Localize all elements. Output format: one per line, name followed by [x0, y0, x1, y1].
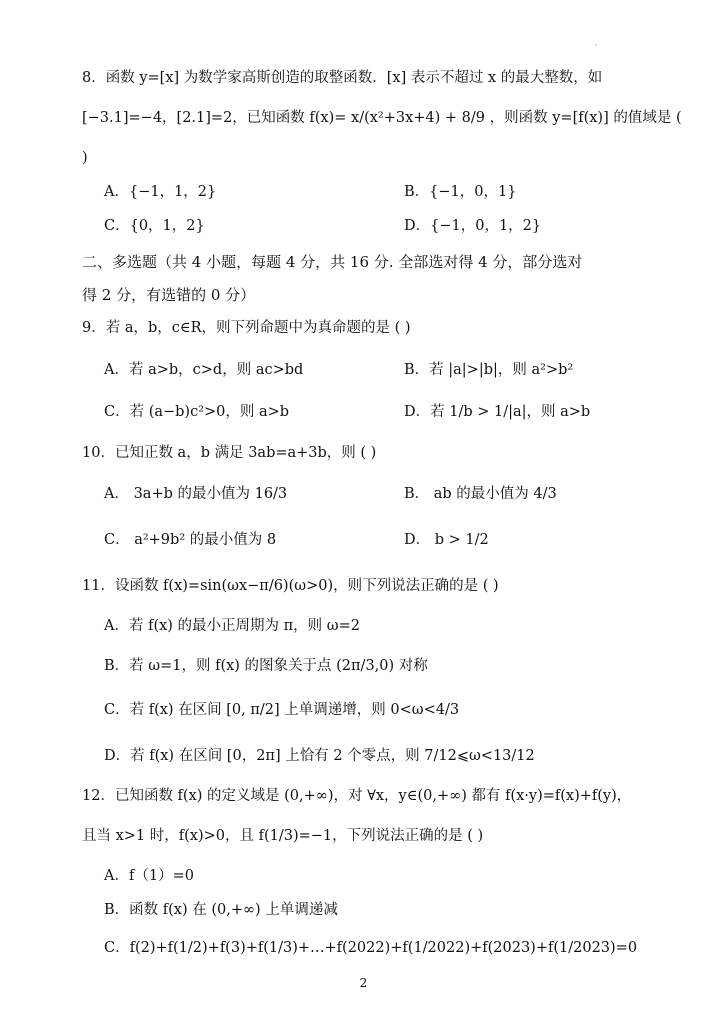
q12-stem-line2: 且当 x>1 时，f(x)>0，且 f(1/3)=−1，下列说法正确的是 ( ) — [82, 828, 484, 844]
q9-option-b: B．若 |a|>|b|，则 a²>b² — [404, 362, 574, 378]
q11-option-a: A．若 f(x) 的最小正周期为 π，则 ω=2 — [104, 618, 360, 634]
q10-option-c: C． a²+9b² 的最小值为 8 — [104, 532, 277, 548]
q11-stem: 11．设函数 f(x)=sin(ωx−π/6)(ω>0)，则下列说法正确的是 ( ) — [82, 578, 499, 594]
q10-stem: 10．已知正数 a，b 满足 3ab=a+3b，则 ( ) — [82, 445, 377, 461]
q11-option-c: C．若 f(x) 在区间 [0, π/2] 上单调递增，则 0<ω<4/3 — [104, 702, 460, 718]
q9-stem: 9．若 a，b，c∈R，则下列命题中为真命题的是 ( ) — [82, 320, 411, 336]
q11-option-d: D．若 f(x) 在区间 [0，2π] 上恰有 2 个零点，则 7/12⩽ω<13/12 — [104, 748, 535, 764]
q12-option-c: C．f(2)+f(1/2)+f(3)+f(1/3)+…+f(2022)+f(1/2022)+f(2023)+f(1/2023)=0 — [104, 940, 638, 956]
q10-option-b: B． ab 的最小值为 4/3 — [404, 486, 557, 502]
q12-stem-line1: 12．已知函数 f(x) 的定义域是 (0,+∞)，对 ∀x，y∈(0,+∞) 都有 f(x·y)=f(x)+f(y)， — [82, 788, 632, 804]
q8-stem-line1: 8．函数 y=[x] 为数学家高斯创造的取整函数．[x] 表示不超过 x 的最大整数，如 — [82, 70, 603, 86]
page-number: 2 — [359, 976, 368, 990]
q12-option-a: A．f（1）=0 — [104, 868, 194, 884]
q8-option-d: D．{−1，0，1，2} — [404, 218, 542, 234]
q11-option-b: B．若 ω=1，则 f(x) 的图象关于点 (2π/3,0) 对称 — [104, 658, 428, 674]
q9-option-c: C．若 (a−b)c²>0，则 a>b — [104, 404, 290, 420]
section-heading-line2: 得 2 分，有选错的 0 分） — [82, 286, 256, 304]
q8-option-c: C．{0，1，2} — [104, 218, 205, 234]
q8-option-a: A．{−1，1，2} — [104, 184, 217, 200]
q8-stem-line3: ) — [82, 150, 88, 166]
q8-stem-line2: [−3.1]=−4，[2.1]=2，已知函数 f(x)= x/(x²+3x+4) + 8/9 ，则函数 y=[f(x)] 的值域是 ( — [82, 110, 682, 126]
q9-option-a: A．若 a>b，c>d，则 ac>bd — [104, 362, 304, 378]
section-heading-line1: 二、多选题（共 4 小题，每题 4 分，共 16 分. 全部选对得 4 分，部分选对 — [82, 253, 583, 271]
q10-option-d: D． b > 1/2 — [404, 532, 489, 548]
q12-option-b: B．函数 f(x) 在 (0,+∞) 上单调递减 — [104, 902, 338, 918]
q10-option-a: A． 3a+b 的最小值为 16/3 — [104, 486, 288, 502]
scan-dot — [595, 44, 597, 46]
q9-option-d: D．若 1/b > 1/|a|，则 a>b — [404, 404, 591, 420]
q8-option-b: B．{−1，0，1} — [404, 184, 517, 200]
